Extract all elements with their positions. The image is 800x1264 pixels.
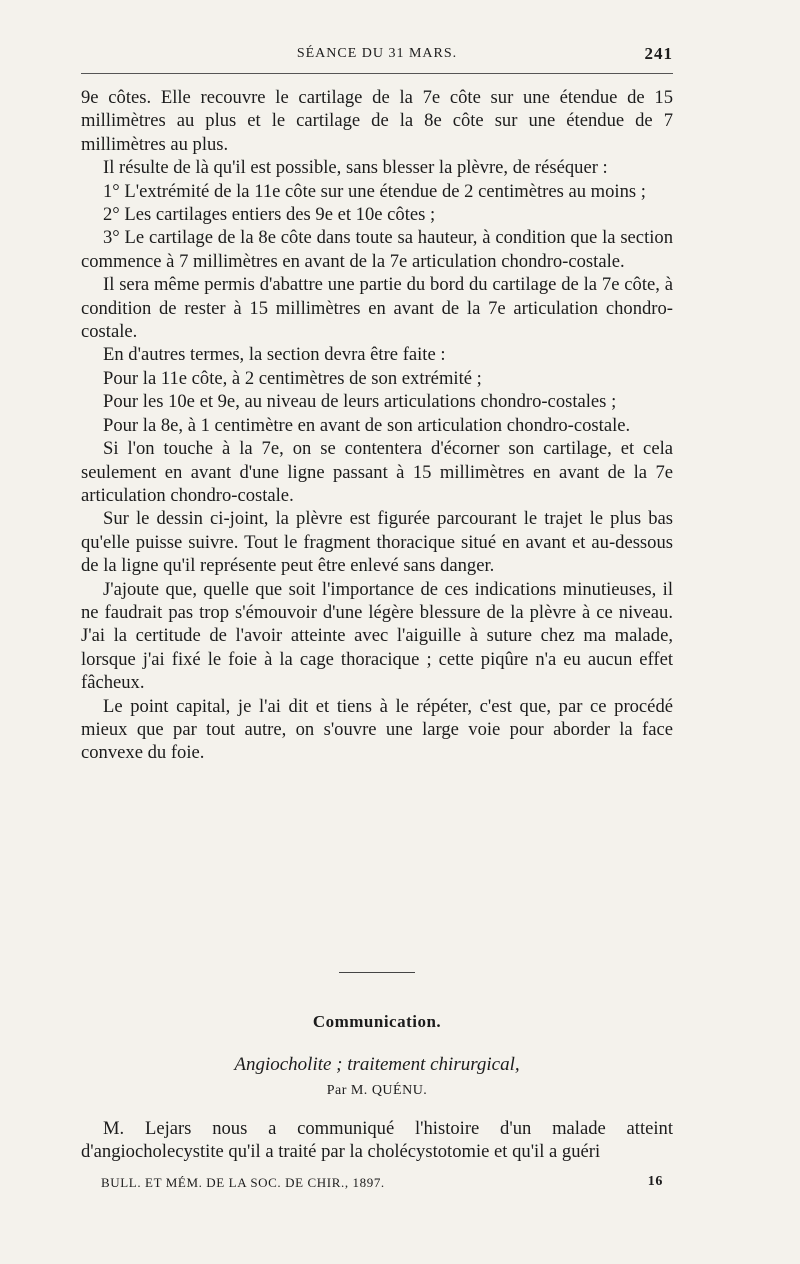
header-rule — [81, 73, 673, 74]
byline-prefix: Par M. — [326, 1083, 368, 1098]
paragraph: 3° Le cartilage de la 8e côte dans toute sa hauteur, à condition que la section commence à 7 millimètres en avant de la 7e articulation chondro-costale. — [81, 227, 673, 272]
paragraph: Le point capital, je l'ai dit et tiens à le répéter, c'est que, par ce procédé mieux que par tout autre, on s'ouvre une large voie pour aborder la face convexe du foie. — [81, 695, 673, 764]
section-separator — [339, 972, 415, 973]
running-head — [81, 46, 673, 70]
paragraph: Il sera même permis d'abattre une partie du bord du cartilage de la 7e côte, à condition de rester à 15 millimètres en avant de la 7e articulation chondro-costale. — [81, 274, 673, 343]
author-name: QUÉNU. — [371, 1083, 428, 1098]
paragraph: Pour la 8e, à 1 centimètre en avant de son articulation chondro-costale. — [103, 414, 631, 436]
paragraph: En d'autres termes, la section devra être faite : — [103, 344, 446, 366]
page-number: 241 — [644, 44, 673, 63]
section-heading: Communication. — [312, 1012, 442, 1031]
paragraph: 1° L'extrémité de la 11e côte sur une étendue de 2 centimètres au moins ; — [103, 180, 646, 202]
paragraph: 9e côtes. Elle recouvre le cartilage de la 7e côte sur une étendue de 15 millimètres au plus et le cartilage de la 8e côte sur une étendue de 7 millimètres au plus. — [81, 87, 673, 155]
paragraph: Si l'on touche à la 7e, on se contentera d'écorner son cartilage, et cela seulement en avant d'une ligne passant à 15 millimètres en avant de la 7e articulation chondro-costale. — [81, 438, 673, 506]
body-text — [81, 86, 673, 765]
article-title: Angiocholite ; traitement chirurgical, — [234, 1054, 520, 1075]
paragraph: 2° Les cartilages entiers des 9e et 10e côtes ; — [103, 204, 436, 226]
paragraph: Il résulte de là qu'il est possible, sans blesser la plèvre, de réséquer : — [103, 157, 608, 179]
paragraph: Sur le dessin ci-joint, la plèvre est figurée parcourant le trajet le plus bas qu'elle puisse suivre. Tout le fragment thoracique situé en avant et au-dessous de la ligne qu'il représente peut être enlevé sans danger. — [81, 508, 673, 577]
journal-citation: BULL. ET MÉM. DE LA SOC. DE CHIR., 1897. — [101, 1175, 385, 1190]
paragraph: Pour les 10e et 9e, au niveau de leurs articulations chondro-costales ; — [103, 391, 617, 413]
footer — [101, 1175, 663, 1191]
article-text — [81, 1117, 673, 1164]
paragraph: Pour la 11e côte, à 2 centimètres de son extrémité ; — [103, 367, 482, 389]
paragraph: M. Lejars nous a communiqué l'histoire d'un malade atteint d'angiocholecystite qu'il a traité par la cholécystotomie et qu'il a guéri — [81, 1118, 673, 1163]
running-title: SÉANCE DU 31 MARS. — [296, 46, 458, 61]
signature-mark: 16 — [647, 1174, 663, 1189]
paragraph: J'ajoute que, quelle que soit l'importance de ces indications minutieuses, il ne faudrait pas trop s'émouvoir d'une légère blessure de la plèvre à ce niveau. J'ai la certitude de l'avoir atteinte avec l'aiguille à suture chez ma malade, lorsque j'ai fixé le foie à la cage thoracique ; cette piqûre n'a eu aucun effet fâcheux. — [81, 578, 673, 694]
byline — [81, 1083, 673, 1099]
